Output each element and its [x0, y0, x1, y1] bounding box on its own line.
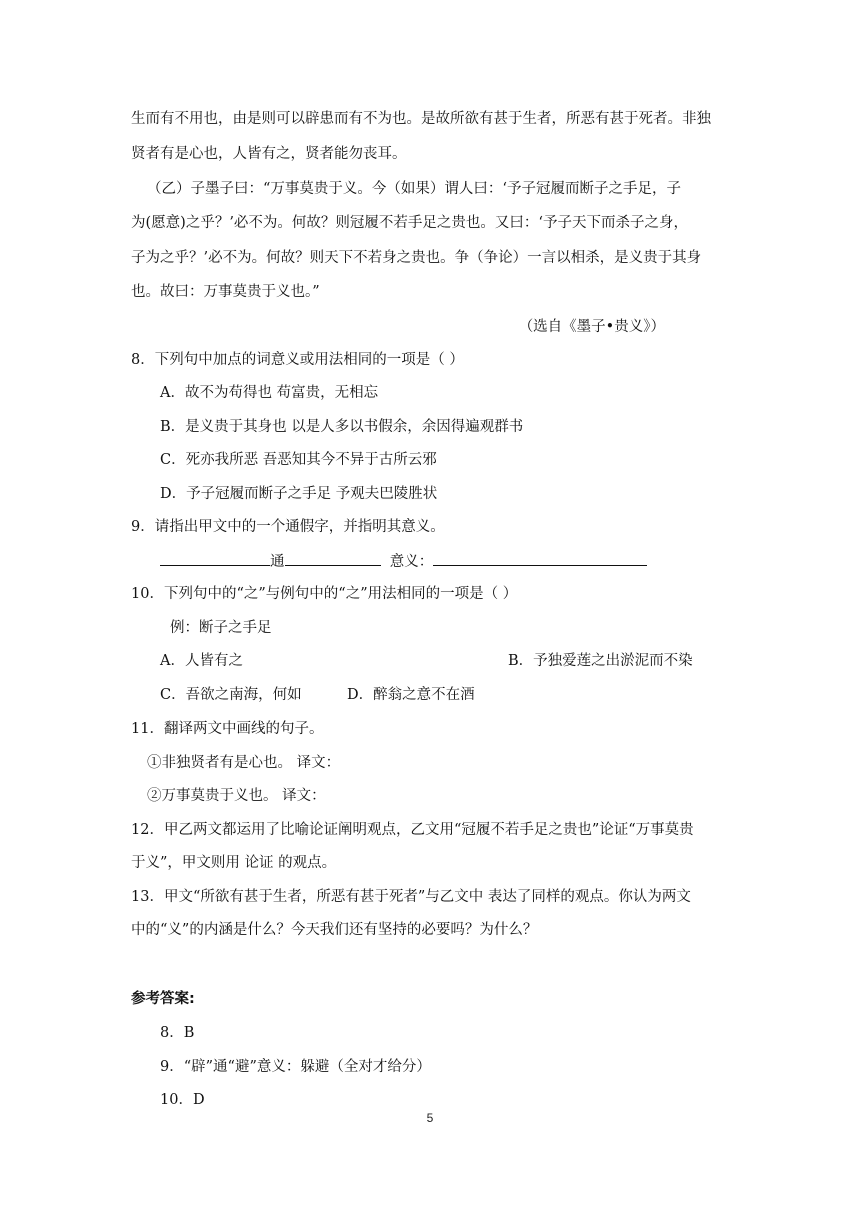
passage-source: （选自《墨子•贵义》） — [518, 319, 665, 335]
answer-10: 10．D — [160, 1092, 205, 1108]
answers-heading: 参考答案: — [131, 991, 195, 1007]
yiyi-label: 意义： — [389, 554, 434, 570]
passage-line: 子为之乎？’必不为。何故？则天下不若身之贵也。争（争论）一言以相杀，是义贵于其身 — [131, 250, 702, 266]
question-9-stem: 9．请指出甲文中的一个通假字，并指明其意义。 — [131, 519, 445, 535]
blank-line[interactable] — [433, 551, 647, 566]
question-8-option-b: B．是义贵于其身也 以是人多以书假余，余因得遍观群书 — [160, 419, 524, 435]
question-11-stem: 11．翻译两文中画线的句子。 — [131, 721, 324, 737]
question-10-option-row — [160, 651, 693, 671]
question-8-option-a: A．故不为苟得也 苟富贵，无相忘 — [160, 385, 379, 401]
question-10-option-d: D．醉翁之意不在酒 — [347, 687, 475, 703]
passage-line: 也。故曰：万事莫贵于义也。” — [131, 284, 320, 300]
question-13-line: 中的“义”的内涵是什么？今天我们还有坚持的必要吗？为什么？ — [131, 922, 538, 938]
answer-9: 9．“辟”通“避”意义：躲避（全对才给分） — [160, 1059, 431, 1075]
question-8-stem: 8．下列句中加点的词意义或用法相同的一项是（ ） — [131, 352, 464, 368]
answer-8: 8．B — [160, 1025, 195, 1041]
passage-line: 生而有不用也，由是则可以辟患而有不为也。是故所欲有甚于生者，所恶有甚于死者。非独 — [131, 111, 711, 127]
question-8-option-c: C．死亦我所恶 吾恶知其今不异于古所云邪 — [160, 452, 437, 468]
passage-line: 贤者有是心也，人皆有之，贤者能勿丧耳。 — [131, 146, 407, 162]
question-10-option-row — [160, 685, 475, 705]
question-10-option-b: B．予独爱莲之出淤泥而不染 — [508, 653, 693, 669]
question-11-sentence-1: ①非独贤者有是心也。 译文： — [147, 755, 341, 771]
question-10-option-a: A．人皆有之 — [160, 653, 243, 669]
blank-line[interactable] — [285, 551, 381, 566]
tong-label: 通 — [270, 554, 285, 570]
question-12-line: 于义”，甲文则用 论证 的观点。 — [131, 855, 337, 871]
question-11-sentence-2: ②万事莫贵于义也。 译文： — [147, 788, 326, 804]
question-8-option-d: D．予子冠履而断子之手足 予观夫巴陵胜状 — [160, 486, 438, 502]
question-10-option-c: C．吾欲之南海，何如 — [160, 687, 302, 703]
question-10-example: 例：断子之手足 — [170, 620, 272, 636]
question-9-answer-line — [160, 551, 647, 571]
question-13-line: 13．甲文“所欲有甚于生者，所恶有甚于死者”与乙文中 表达了同样的观点。你认为两文 — [131, 889, 691, 905]
passage-line: 为(愿意)之乎？’必不为。何故？则冠履不若手足之贵也。又曰：‘予子天下而杀子之身， — [131, 215, 689, 231]
question-10-stem: 10．下列句中的“之”与例句中的“之”用法相同的一项是（ ） — [131, 586, 518, 602]
page-number: 5 — [426, 1111, 434, 1125]
blank-line[interactable] — [160, 551, 270, 566]
passage-line: （乙）子墨子曰：“万事莫贵于义。今（如果）谓人曰：‘予子冠履而断子之手足，子 — [147, 181, 682, 197]
question-12-line: 12．甲乙两文都运用了比喻论证阐明观点，乙文用“冠履不若手足之贵也”论证“万事莫贵 — [131, 822, 694, 838]
